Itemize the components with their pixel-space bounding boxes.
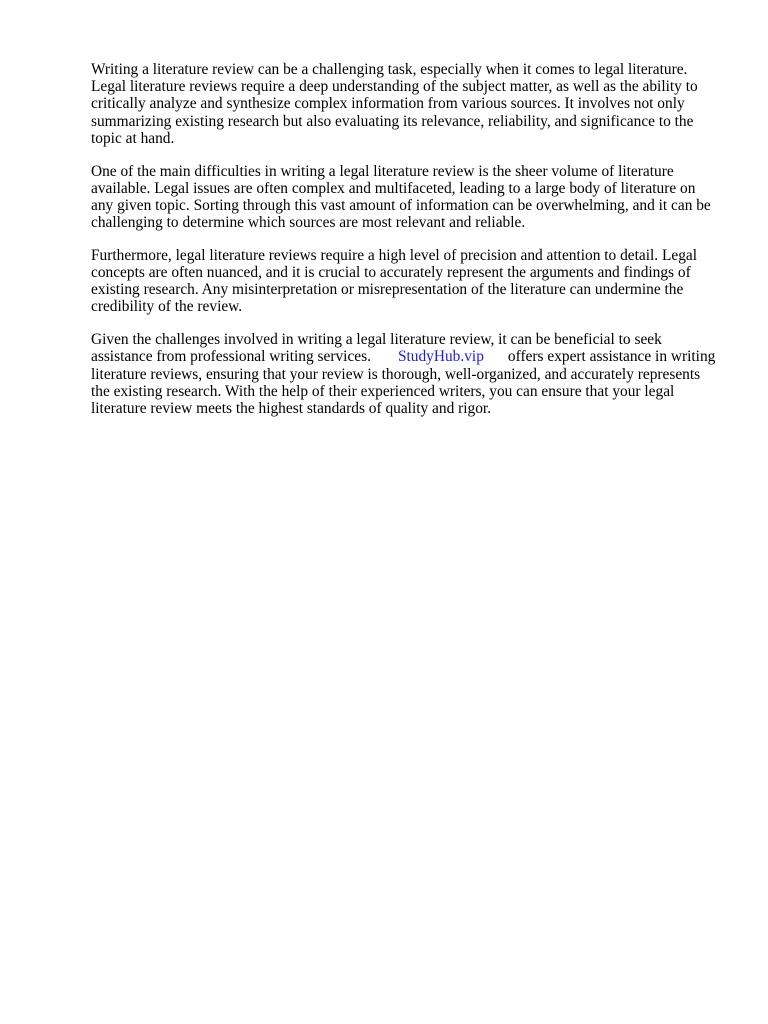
text-segment: offers expert assistance in writing	[507, 348, 716, 366]
text-line: any given topic. Sorting through this vast amount of information can be overwhelming, and it can be	[91, 196, 711, 214]
paragraph-intro	[91, 61, 723, 147]
text-line: the existing research. With the help of their experienced writers, you can ensure that your legal	[91, 382, 675, 400]
text-line-with-link	[91, 348, 723, 365]
studyhub-link[interactable]: StudyHub.vip	[397, 348, 484, 366]
text-segment: assistance from professional writing services.	[91, 348, 371, 366]
paragraph-assistance	[91, 331, 723, 417]
text-line: summarizing existing research but also evaluating its relevance, reliability, and significance to the	[91, 112, 694, 130]
text-line: literature review meets the highest standards of quality and rigor.	[91, 399, 492, 417]
text-line: critically analyze and synthesize complex information from various sources. It involves not only	[91, 95, 685, 113]
text-line: concepts are often nuanced, and it is crucial to accurately represent the arguments and findings of	[91, 264, 691, 282]
document-body	[91, 61, 723, 433]
text-line: topic at hand.	[91, 129, 175, 147]
text-line: available. Legal issues are often complex and multifaceted, leading to a large body of literature on	[91, 179, 696, 197]
text-line: literature reviews, ensuring that your review is thorough, well-organized, and accurately represents	[91, 365, 701, 383]
text-line: Writing a literature review can be a challenging task, especially when it comes to legal literature.	[91, 61, 688, 78]
paragraph-difficulties	[91, 163, 723, 232]
text-line: existing research. Any misinterpretation or misrepresentation of the literature can undermine the	[91, 281, 684, 299]
text-line: challenging to determine which sources are most relevant and reliable.	[91, 214, 526, 232]
text-line: credibility of the review.	[91, 298, 243, 316]
paragraph-precision	[91, 247, 723, 316]
text-line: Legal literature reviews require a deep understanding of the subject matter, as well as the ability to	[91, 78, 698, 96]
text-line: One of the main difficulties in writing a legal literature review is the sheer volume of literature	[91, 162, 674, 180]
text-line: Furthermore, legal literature reviews require a high level of precision and attention to detail. Legal	[91, 246, 697, 264]
text-line: Given the challenges involved in writing a legal literature review, it can be beneficial to seek	[91, 331, 662, 349]
